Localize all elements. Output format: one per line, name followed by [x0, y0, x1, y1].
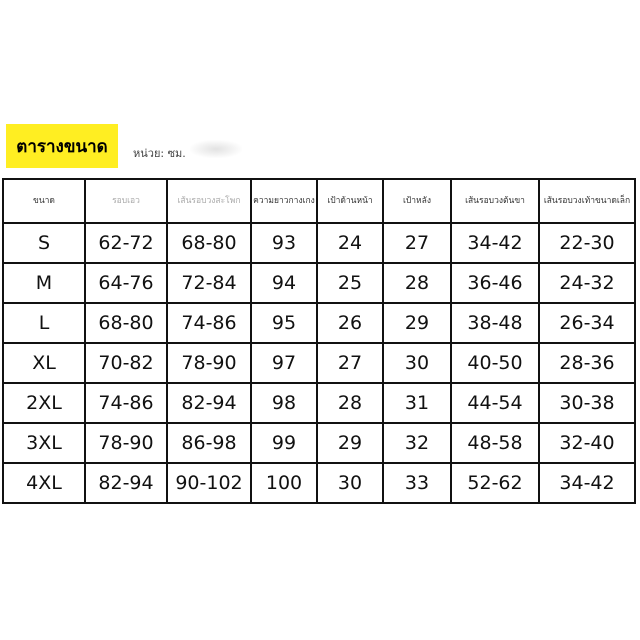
cell-front-rise: 25	[317, 263, 383, 303]
cell-hip: 82-94	[167, 383, 251, 423]
cell-waist: 74-86	[85, 383, 167, 423]
cell-pants-length: 97	[251, 343, 317, 383]
cell-waist: 62-72	[85, 223, 167, 263]
cell-back-rise: 28	[383, 263, 451, 303]
table-row	[3, 303, 635, 343]
header-thigh: เส้นรอบวงต้นขา	[451, 179, 539, 223]
cell-leg-opening: 24-32	[539, 263, 635, 303]
cell-pants-length: 93	[251, 223, 317, 263]
cell-size: L	[3, 303, 85, 343]
cell-pants-length: 99	[251, 423, 317, 463]
table-header-row	[3, 179, 635, 223]
header-hip: เส้นรอบวงสะโพก	[167, 179, 251, 223]
cell-front-rise: 29	[317, 423, 383, 463]
cell-front-rise: 26	[317, 303, 383, 343]
cell-leg-opening: 26-34	[539, 303, 635, 343]
header-waist: รอบเอว	[85, 179, 167, 223]
cell-leg-opening: 32-40	[539, 423, 635, 463]
cell-waist: 82-94	[85, 463, 167, 503]
cell-thigh: 44-54	[451, 383, 539, 423]
cell-waist: 68-80	[85, 303, 167, 343]
size-table	[2, 178, 636, 504]
size-chart-title	[6, 124, 118, 168]
cell-size: 4XL	[3, 463, 85, 503]
cell-front-rise: 30	[317, 463, 383, 503]
cell-pants-length: 98	[251, 383, 317, 423]
cell-pants-length: 94	[251, 263, 317, 303]
table-row	[3, 463, 635, 503]
cell-hip: 72-84	[167, 263, 251, 303]
cell-leg-opening: 34-42	[539, 463, 635, 503]
cell-thigh: 34-42	[451, 223, 539, 263]
size-chart-title-text: ตารางขนาด	[16, 136, 108, 157]
cell-hip: 68-80	[167, 223, 251, 263]
cell-back-rise: 30	[383, 343, 451, 383]
cell-pants-length: 95	[251, 303, 317, 343]
table-row	[3, 383, 635, 423]
cell-thigh: 40-50	[451, 343, 539, 383]
cell-waist: 70-82	[85, 343, 167, 383]
cell-size: M	[3, 263, 85, 303]
cell-hip: 78-90	[167, 343, 251, 383]
cell-back-rise: 29	[383, 303, 451, 343]
cell-leg-opening: 28-36	[539, 343, 635, 383]
table-row	[3, 343, 635, 383]
table-row	[3, 263, 635, 303]
header-leg-opening: เส้นรอบวงเท้าขนาดเล็ก	[539, 179, 635, 223]
watermark-smudge	[190, 140, 242, 158]
cell-waist: 64-76	[85, 263, 167, 303]
table-row	[3, 223, 635, 263]
cell-size: XL	[3, 343, 85, 383]
cell-back-rise: 27	[383, 223, 451, 263]
header-pants-length: ความยาวกางเกง	[251, 179, 317, 223]
cell-back-rise: 32	[383, 423, 451, 463]
cell-front-rise: 28	[317, 383, 383, 423]
cell-back-rise: 31	[383, 383, 451, 423]
cell-size: S	[3, 223, 85, 263]
table-row	[3, 423, 635, 463]
cell-waist: 78-90	[85, 423, 167, 463]
unit-note: หน่วย: ซม.	[133, 147, 186, 160]
cell-thigh: 38-48	[451, 303, 539, 343]
header-front-rise: เป้าด้านหน้า	[317, 179, 383, 223]
cell-size: 2XL	[3, 383, 85, 423]
cell-front-rise: 27	[317, 343, 383, 383]
cell-thigh: 52-62	[451, 463, 539, 503]
cell-hip: 74-86	[167, 303, 251, 343]
cell-pants-length: 100	[251, 463, 317, 503]
cell-leg-opening: 30-38	[539, 383, 635, 423]
header-size: ขนาด	[3, 179, 85, 223]
cell-leg-opening: 22-30	[539, 223, 635, 263]
cell-thigh: 36-46	[451, 263, 539, 303]
cell-size: 3XL	[3, 423, 85, 463]
header-back-rise: เป้าหลัง	[383, 179, 451, 223]
cell-front-rise: 24	[317, 223, 383, 263]
cell-thigh: 48-58	[451, 423, 539, 463]
cell-hip: 90-102	[167, 463, 251, 503]
cell-back-rise: 33	[383, 463, 451, 503]
cell-hip: 86-98	[167, 423, 251, 463]
